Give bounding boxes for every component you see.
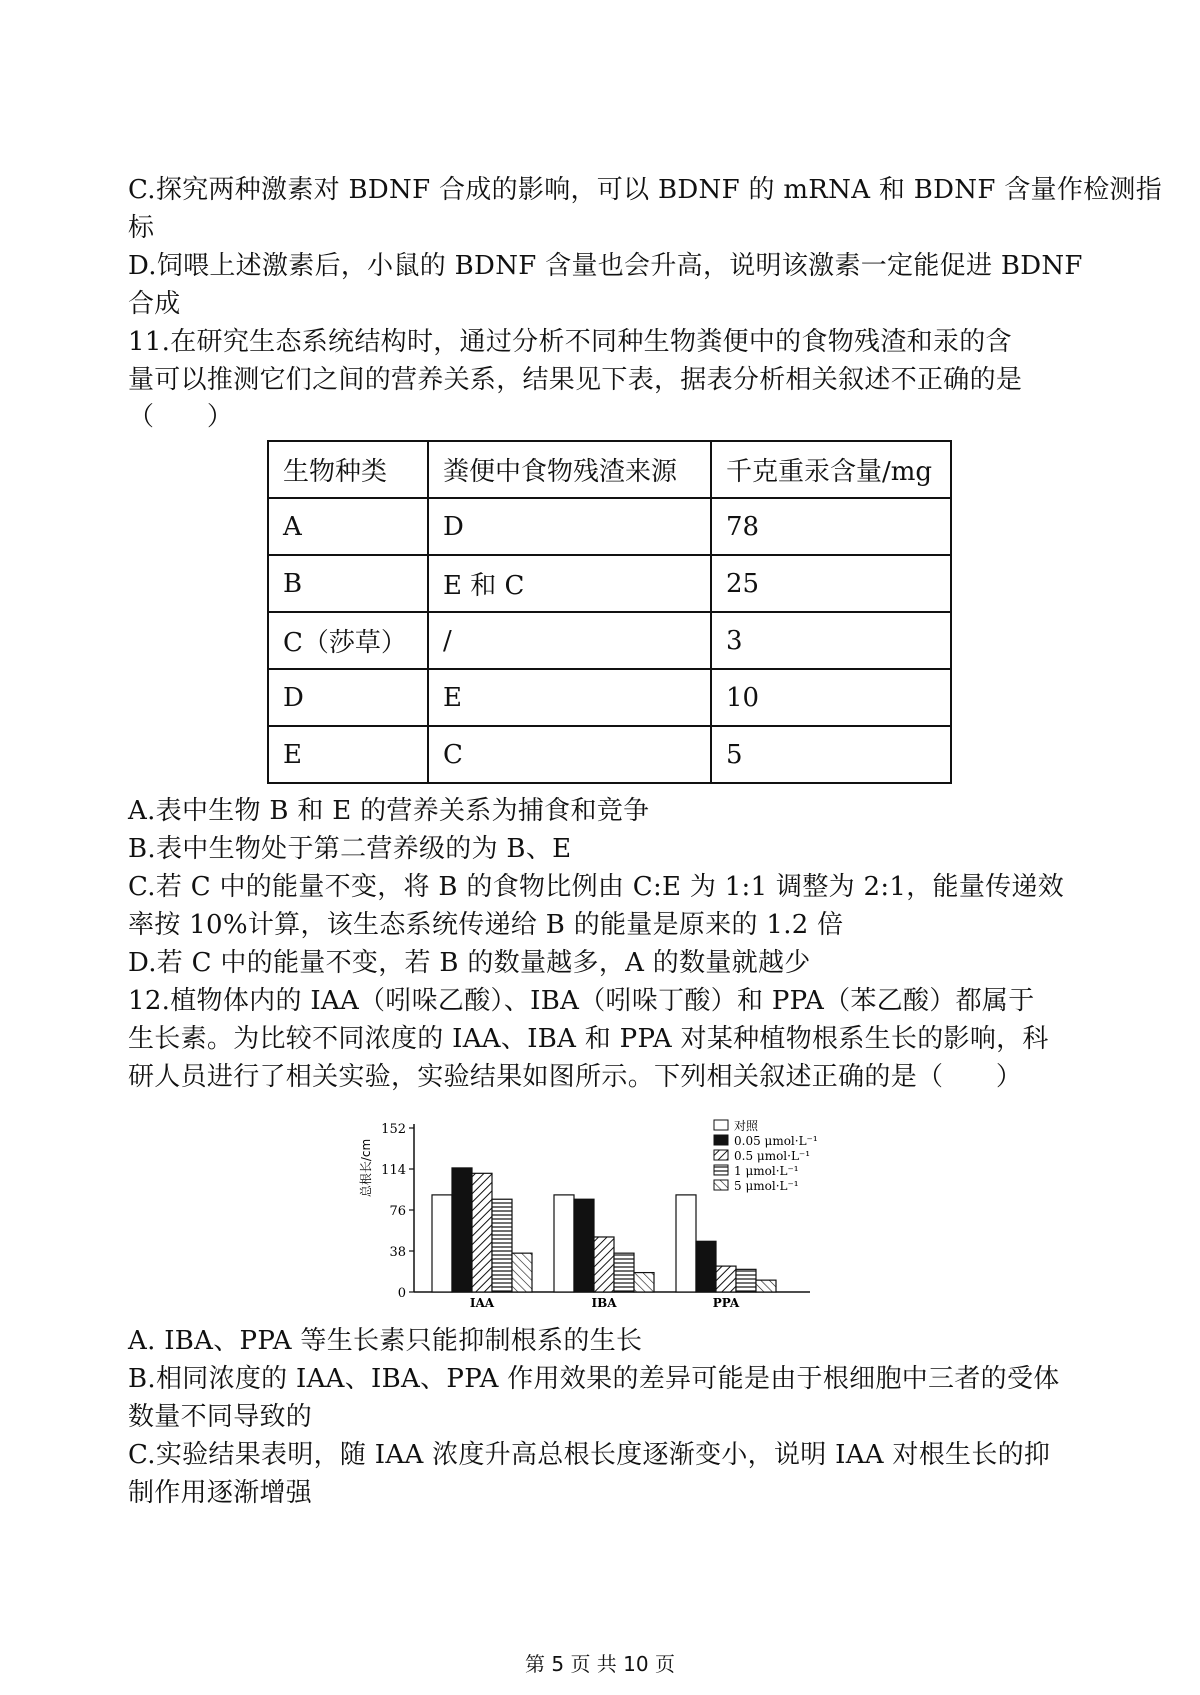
table-cell: / xyxy=(428,612,711,669)
table-row xyxy=(268,726,951,783)
legend-swatch xyxy=(714,1180,728,1190)
legend-swatch xyxy=(714,1165,728,1175)
legend-label: 对照 xyxy=(734,1119,759,1133)
legend-label: 1 μmol·L⁻¹ xyxy=(734,1164,799,1178)
y-axis-label: 总根长/cm xyxy=(359,1138,373,1198)
y-tick-label: 38 xyxy=(389,1245,406,1260)
bar-ppa-4 xyxy=(756,1280,776,1292)
question-11-line2: 量可以推测它们之间的营养关系，结果见下表，据表分析相关叙述不正确的是 xyxy=(128,365,1023,395)
table-cell: C（莎草） xyxy=(268,612,428,669)
legend-label: 5 μmol·L⁻¹ xyxy=(734,1179,799,1193)
bar-ppa-1 xyxy=(696,1241,716,1292)
bar-iaa-4 xyxy=(512,1253,532,1292)
q11-data-table xyxy=(267,440,952,784)
table-cell: E 和 C xyxy=(428,555,711,612)
option-a-q11: A.表中生物 B 和 E 的营养关系为捕食和竞争 xyxy=(128,796,650,826)
option-c-q12-line1: C.实验结果表明，随 IAA 浓度升高总根长度逐渐变小，说明 IAA 对根生长的抑 xyxy=(128,1440,1051,1470)
option-b-q12-line2: 数量不同导致的 xyxy=(128,1402,313,1432)
bar-iba-1 xyxy=(574,1199,594,1292)
chart-legend xyxy=(714,1118,818,1193)
question-11-line1: 11.在研究生态系统结构时，通过分析不同种生物粪便中的食物残渣和汞的含 xyxy=(128,327,1012,357)
option-c-q12-line2: 制作用逐渐增强 xyxy=(128,1478,313,1508)
bar-iaa-3 xyxy=(492,1199,512,1292)
table-cell: 10 xyxy=(711,669,951,726)
bar-iaa-1 xyxy=(452,1168,472,1292)
table-cell: B xyxy=(268,555,428,612)
y-tick-label: 0 xyxy=(397,1286,406,1301)
table-cell: A xyxy=(268,498,428,555)
table-header-cell: 粪便中食物残渣来源 xyxy=(428,441,711,498)
option-c-q11-line2: 率按 10%计算，该生态系统传递给 B 的能量是原来的 1.2 倍 xyxy=(128,910,844,940)
option-c-q10-line2: 标 xyxy=(128,213,155,243)
root-length-bar-chart xyxy=(352,1118,832,1308)
table-header-row xyxy=(268,441,951,498)
bar-iaa-2 xyxy=(472,1173,492,1292)
x-category-label: IBA xyxy=(591,1296,617,1308)
table-row xyxy=(268,612,951,669)
table-row xyxy=(268,555,951,612)
table-cell: D xyxy=(428,498,711,555)
y-tick-label: 114 xyxy=(381,1163,406,1178)
table-header-cell: 千克重汞含量/mg xyxy=(711,441,951,498)
table-header-cell: 生物种类 xyxy=(268,441,428,498)
bar-iba-0 xyxy=(554,1195,574,1292)
option-c-q10-line1: C.探究两种激素对 BDNF 合成的影响，可以 BDNF 的 mRNA 和 BDNF 含量作检测指 xyxy=(128,175,1163,205)
table-cell: E xyxy=(268,726,428,783)
table-row xyxy=(268,498,951,555)
page-footer: 第 5 页 共 10 页 xyxy=(525,1652,675,1676)
table-cell: C xyxy=(428,726,711,783)
question-12-line1: 12.植物体内的 IAA（吲哚乙酸）、IBA（吲哚丁酸）和 PPA（苯乙酸）都属于 xyxy=(128,986,1035,1016)
option-c-q11-line1: C.若 C 中的能量不变，将 B 的食物比例由 C:E 为 1:1 调整为 2:1，能量传递效 xyxy=(128,872,1065,902)
bar-ppa-2 xyxy=(716,1266,736,1292)
table-cell: D xyxy=(268,669,428,726)
table-cell: E xyxy=(428,669,711,726)
bar-iba-2 xyxy=(594,1237,614,1292)
option-b-q11: B.表中生物处于第二营养级的为 B、E xyxy=(128,834,572,864)
x-category-label: IAA xyxy=(469,1296,495,1308)
option-a-q12: A. IBA、PPA 等生长素只能抑制根系的生长 xyxy=(128,1326,643,1356)
y-tick-label: 152 xyxy=(381,1122,406,1137)
x-category-label: PPA xyxy=(712,1296,740,1308)
table-cell: 78 xyxy=(711,498,951,555)
legend-label: 0.5 μmol·L⁻¹ xyxy=(734,1149,811,1163)
option-d-q10-line1: D.饲喂上述激素后，小鼠的 BDNF 含量也会升高，说明该激素一定能促进 BDNF xyxy=(128,251,1083,281)
table-cell: 5 xyxy=(711,726,951,783)
bar-ppa-3 xyxy=(736,1269,756,1292)
legend-swatch xyxy=(714,1150,728,1160)
question-12-line2: 生长素。为比较不同浓度的 IAA、IBA 和 PPA 对某种植物根系生长的影响，科 xyxy=(128,1024,1049,1054)
option-d-q11: D.若 C 中的能量不变，若 B 的数量越多，A 的数量就越少 xyxy=(128,948,811,978)
bar-ppa-0 xyxy=(676,1195,696,1292)
question-11-answer-blank: （ ） xyxy=(128,402,234,432)
legend-swatch xyxy=(714,1135,728,1145)
legend-label: 0.05 μmol·L⁻¹ xyxy=(734,1134,818,1148)
bar-iba-3 xyxy=(614,1253,634,1292)
bar-iba-4 xyxy=(634,1273,654,1292)
y-tick-label: 76 xyxy=(389,1204,406,1219)
table-cell: 25 xyxy=(711,555,951,612)
legend-swatch xyxy=(714,1120,728,1130)
bar-iaa-0 xyxy=(432,1195,452,1292)
table-row xyxy=(268,669,951,726)
table-cell: 3 xyxy=(711,612,951,669)
question-12-line3: 研人员进行了相关实验，实验结果如图所示。下列相关叙述正确的是（ ） xyxy=(128,1062,1023,1092)
option-d-q10-line2: 合成 xyxy=(128,289,181,319)
option-b-q12-line1: B.相同浓度的 IAA、IBA、PPA 作用效果的差异可能是由于根细胞中三者的受体 xyxy=(128,1364,1060,1394)
